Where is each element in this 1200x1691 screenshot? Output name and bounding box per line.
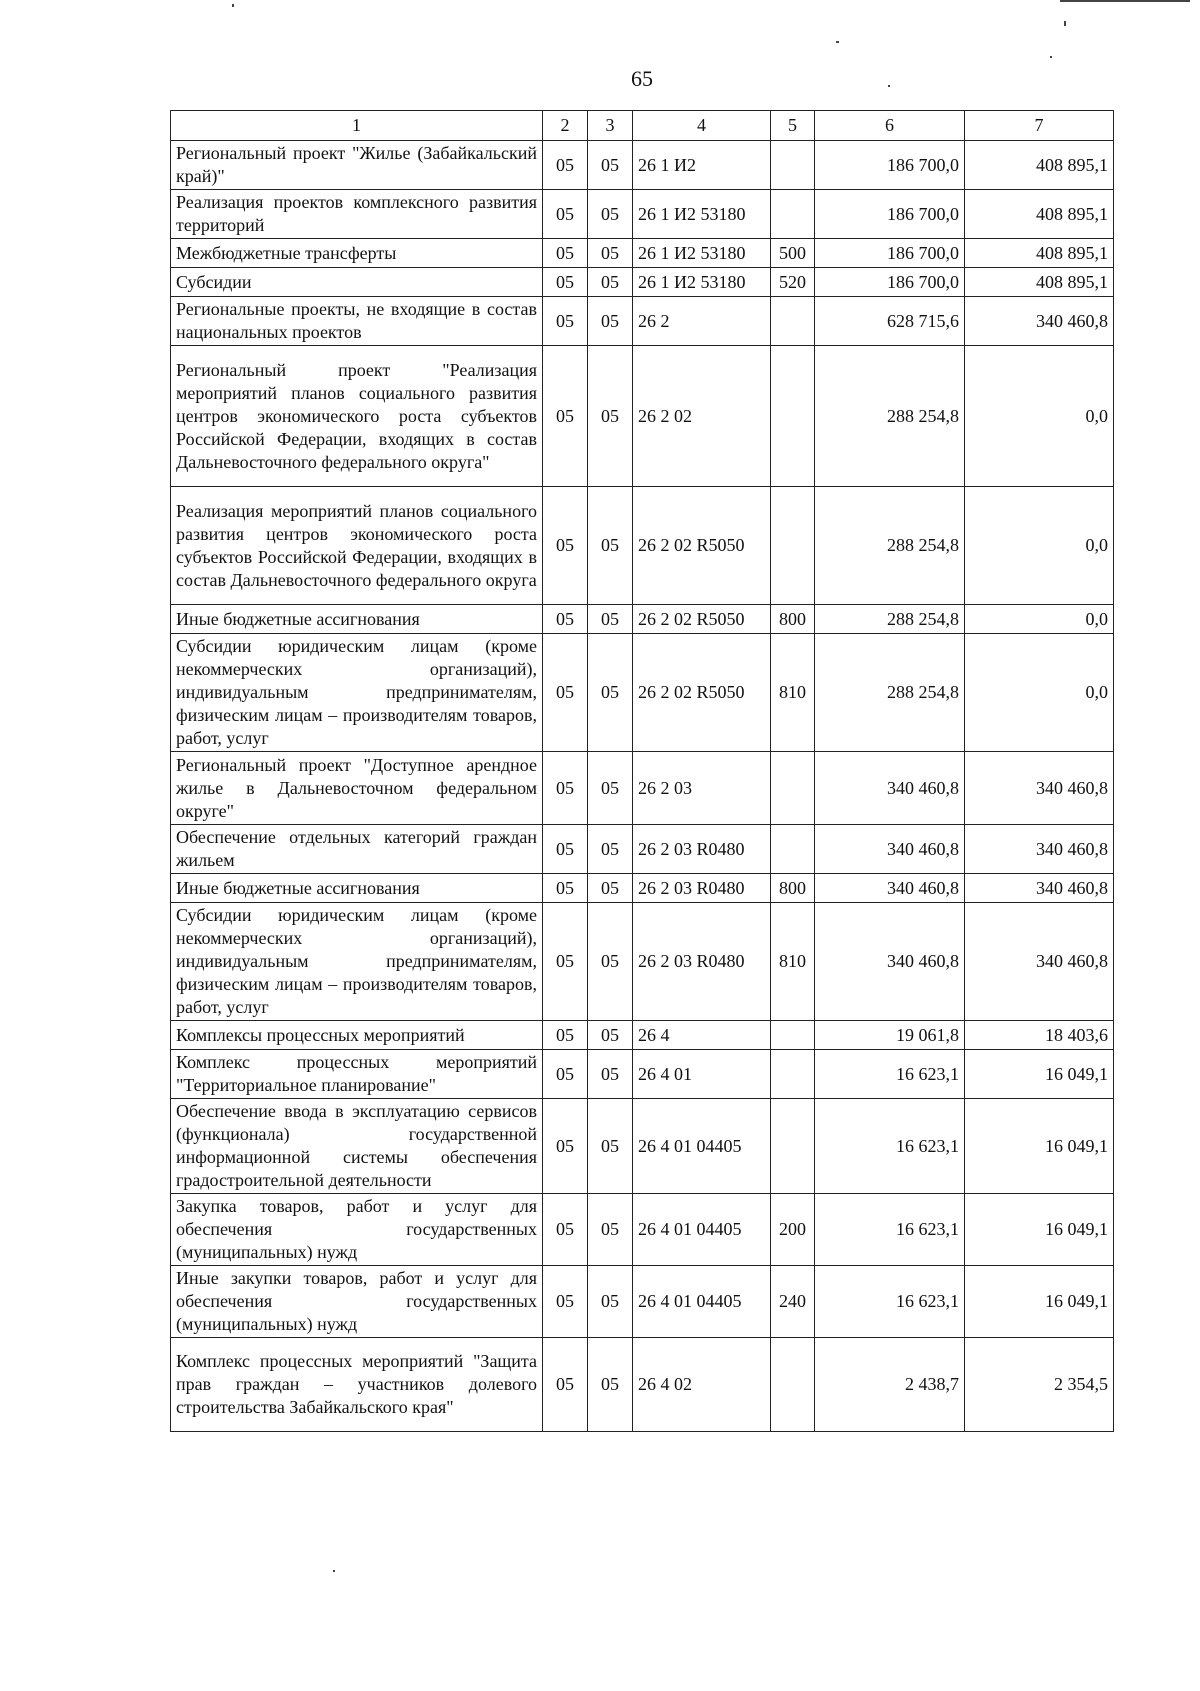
table-row [171,141,1114,190]
row-name-cell: Реализация проектов комплексного развития территорий [171,190,543,239]
cell-col-3: 05 [588,825,633,874]
scan-speck [1064,21,1066,26]
cell-col-6: 628 715,6 [815,297,965,346]
cell-col-5 [771,190,815,239]
table-row [171,634,1114,752]
cell-col-7: 340 460,8 [965,874,1114,903]
cell-col-4: 26 1 И2 53180 [633,190,771,239]
column-header: 1 [171,111,543,141]
cell-col-6: 19 061,8 [815,1021,965,1050]
cell-col-7: 0,0 [965,487,1114,605]
cell-col-7: 0,0 [965,605,1114,634]
column-header: 4 [633,111,771,141]
table-row [171,752,1114,825]
cell-col-7: 340 460,8 [965,297,1114,346]
cell-col-5: 500 [771,239,815,268]
cell-col-6: 288 254,8 [815,487,965,605]
cell-col-4: 26 1 И2 [633,141,771,190]
cell-col-4: 26 4 01 04405 [633,1099,771,1194]
cell-col-4: 26 2 03 R0480 [633,903,771,1021]
scan-speck [888,85,890,87]
cell-col-3: 05 [588,874,633,903]
cell-col-5 [771,1021,815,1050]
table-row [171,297,1114,346]
cell-col-5: 810 [771,634,815,752]
cell-col-3: 05 [588,487,633,605]
cell-col-7: 16 049,1 [965,1050,1114,1099]
cell-col-6: 186 700,0 [815,141,965,190]
cell-col-6: 340 460,8 [815,874,965,903]
cell-col-2: 05 [543,752,588,825]
cell-col-6: 16 623,1 [815,1099,965,1194]
table-row [171,605,1114,634]
table-body [171,141,1114,1432]
cell-col-7: 16 049,1 [965,1194,1114,1266]
cell-col-4: 26 4 [633,1021,771,1050]
cell-col-3: 05 [588,1266,633,1338]
row-name-cell: Межбюджетные трансферты [171,239,543,268]
cell-col-2: 05 [543,297,588,346]
cell-col-4: 26 2 [633,297,771,346]
table-row [171,1266,1114,1338]
cell-col-5: 240 [771,1266,815,1338]
cell-col-2: 05 [543,1099,588,1194]
cell-col-5 [771,297,815,346]
cell-col-7: 0,0 [965,634,1114,752]
row-name-cell: Региональные проекты, не входящие в состав национальных проектов [171,297,543,346]
table-row [171,268,1114,297]
row-name-cell: Комплексы процессных мероприятий [171,1021,543,1050]
table-row [171,487,1114,605]
cell-col-2: 05 [543,190,588,239]
cell-col-2: 05 [543,1194,588,1266]
cell-col-7: 16 049,1 [965,1266,1114,1338]
table-row [171,1194,1114,1266]
cell-col-3: 05 [588,903,633,1021]
cell-col-2: 05 [543,487,588,605]
cell-col-6: 16 623,1 [815,1194,965,1266]
table-row [171,825,1114,874]
cell-col-7: 340 460,8 [965,903,1114,1021]
cell-col-4: 26 2 02 R5050 [633,487,771,605]
cell-col-2: 05 [543,1338,588,1432]
cell-col-7: 408 895,1 [965,268,1114,297]
cell-col-3: 05 [588,1099,633,1194]
cell-col-4: 26 4 02 [633,1338,771,1432]
cell-col-2: 05 [543,239,588,268]
cell-col-2: 05 [543,1050,588,1099]
cell-col-4: 26 4 01 04405 [633,1194,771,1266]
cell-col-6: 340 460,8 [815,903,965,1021]
cell-col-2: 05 [543,268,588,297]
row-name-cell: Комплекс процессных мероприятий "Территориальное планирование" [171,1050,543,1099]
cell-col-4: 26 4 01 04405 [633,1266,771,1338]
cell-col-6: 16 623,1 [815,1050,965,1099]
cell-col-4: 26 4 01 [633,1050,771,1099]
cell-col-5 [771,141,815,190]
cell-col-3: 05 [588,346,633,487]
row-name-cell: Субсидии [171,268,543,297]
cell-col-6: 340 460,8 [815,825,965,874]
column-header: 2 [543,111,588,141]
cell-col-5: 800 [771,605,815,634]
table-row [171,346,1114,487]
cell-col-4: 26 1 И2 53180 [633,239,771,268]
cell-col-6: 2 438,7 [815,1338,965,1432]
cell-col-6: 186 700,0 [815,268,965,297]
row-name-cell: Обеспечение ввода в эксплуатацию сервисов (функционала) государственной информационной системы обеспечения градостроительной деятельности [171,1099,543,1194]
cell-col-7: 408 895,1 [965,239,1114,268]
cell-col-5 [771,487,815,605]
cell-col-6: 288 254,8 [815,605,965,634]
cell-col-3: 05 [588,1050,633,1099]
cell-col-5: 800 [771,874,815,903]
cell-col-4: 26 2 02 R5050 [633,605,771,634]
cell-col-2: 05 [543,903,588,1021]
cell-col-4: 26 2 03 R0480 [633,825,771,874]
cell-col-4: 26 2 03 R0480 [633,874,771,903]
cell-col-2: 05 [543,1266,588,1338]
cell-col-7: 408 895,1 [965,190,1114,239]
cell-col-2: 05 [543,346,588,487]
table-row [171,874,1114,903]
table-row [171,903,1114,1021]
scan-speck [1060,0,1190,2]
column-header: 3 [588,111,633,141]
row-name-cell: Обеспечение отдельных категорий граждан жильем [171,825,543,874]
cell-col-7: 2 354,5 [965,1338,1114,1432]
cell-col-3: 05 [588,1021,633,1050]
row-name-cell: Закупка товаров, работ и услуг для обеспечения государственных (муниципальных) нужд [171,1194,543,1266]
cell-col-5 [771,1099,815,1194]
cell-col-3: 05 [588,605,633,634]
cell-col-3: 05 [588,239,633,268]
scan-speck [333,1570,335,1572]
cell-col-2: 05 [543,634,588,752]
page-number: 65 [631,66,653,91]
cell-col-6: 288 254,8 [815,346,965,487]
cell-col-7: 16 049,1 [965,1099,1114,1194]
cell-col-3: 05 [588,634,633,752]
row-name-cell: Региональный проект "Реализация мероприятий планов социального развития центров экономического роста субъектов Российской Федерации, входящих в состав Дальневосточного федерального округа" [171,346,543,487]
cell-col-7: 18 403,6 [965,1021,1114,1050]
column-header: 7 [965,111,1114,141]
cell-col-6: 16 623,1 [815,1266,965,1338]
cell-col-2: 05 [543,605,588,634]
cell-col-6: 340 460,8 [815,752,965,825]
row-name-cell: Региональный проект "Доступное арендное жилье в Дальневосточном федеральном округе" [171,752,543,825]
table-row [171,1099,1114,1194]
cell-col-3: 05 [588,1338,633,1432]
cell-col-3: 05 [588,752,633,825]
budget-table [170,110,1114,1432]
cell-col-3: 05 [588,297,633,346]
table-row [171,190,1114,239]
cell-col-3: 05 [588,1194,633,1266]
row-name-cell: Региональный проект "Жилье (Забайкальский край)" [171,141,543,190]
scan-speck [836,41,839,43]
cell-col-5 [771,752,815,825]
cell-col-6: 186 700,0 [815,239,965,268]
row-name-cell: Иные бюджетные ассигнования [171,874,543,903]
header-row [171,111,1114,141]
cell-col-7: 340 460,8 [965,825,1114,874]
cell-col-5 [771,1338,815,1432]
scan-speck [1050,56,1052,58]
cell-col-4: 26 2 03 [633,752,771,825]
cell-col-3: 05 [588,268,633,297]
cell-col-7: 0,0 [965,346,1114,487]
cell-col-2: 05 [543,141,588,190]
cell-col-3: 05 [588,141,633,190]
cell-col-4: 26 2 02 [633,346,771,487]
cell-col-2: 05 [543,1021,588,1050]
row-name-cell: Реализация мероприятий планов социального развития центров экономического роста субъектов Российской Федерации, входящих в состав Дальневосточного федерального округа [171,487,543,605]
cell-col-7: 408 895,1 [965,141,1114,190]
table-row [171,1338,1114,1432]
cell-col-5 [771,1050,815,1099]
cell-col-7: 340 460,8 [965,752,1114,825]
table-row [171,1050,1114,1099]
table-row [171,239,1114,268]
row-name-cell: Субсидии юридическим лицам (кроме некоммерческих организаций), индивидуальным предпринимателям, физическим лицам – производителям товаров, работ, услуг [171,634,543,752]
row-name-cell: Иные бюджетные ассигнования [171,605,543,634]
cell-col-4: 26 2 02 R5050 [633,634,771,752]
cell-col-2: 05 [543,825,588,874]
row-name-cell: Иные закупки товаров, работ и услуг для обеспечения государственных (муниципальных) нужд [171,1266,543,1338]
cell-col-5 [771,346,815,487]
cell-col-3: 05 [588,190,633,239]
cell-col-5 [771,825,815,874]
cell-col-5: 810 [771,903,815,1021]
cell-col-5: 520 [771,268,815,297]
cell-col-5: 200 [771,1194,815,1266]
row-name-cell: Комплекс процессных мероприятий "Защита прав граждан – участников долевого строительства Забайкальского края" [171,1338,543,1432]
column-header: 5 [771,111,815,141]
cell-col-2: 05 [543,874,588,903]
column-header: 6 [815,111,965,141]
cell-col-6: 186 700,0 [815,190,965,239]
row-name-cell: Субсидии юридическим лицам (кроме некоммерческих организаций), индивидуальным предпринимателям, физическим лицам – производителям товаров, работ, услуг [171,903,543,1021]
cell-col-6: 288 254,8 [815,634,965,752]
table-row [171,1021,1114,1050]
cell-col-4: 26 1 И2 53180 [633,268,771,297]
scan-speck [232,4,234,7]
